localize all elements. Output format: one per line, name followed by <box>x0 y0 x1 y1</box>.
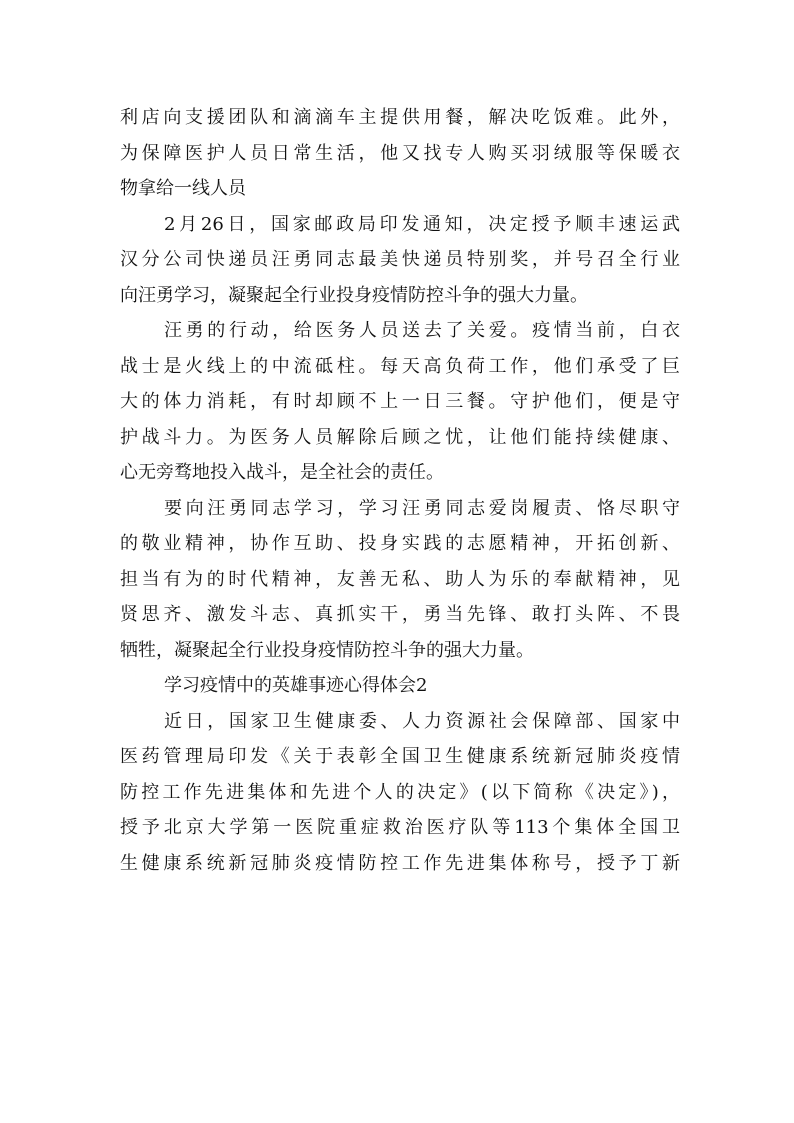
text-line: 生健康系统新冠肺炎疫情防控工作先进集体称号，授予丁新 <box>120 852 680 874</box>
text-line: 的敬业精神，协作互助、投身实践的志愿精神，开拓创新、 <box>120 533 680 554</box>
text-line: 战士是火线上的中流砥柱。每天高负荷工作，他们承受了巨 <box>120 355 680 377</box>
text-line: 授予北京大学第一医院重症救治医疗队等113个集体全国卫 <box>120 817 680 838</box>
text-line: 心无旁骛地投入战斗，是全社会的责任。 <box>120 462 444 483</box>
text-line: 贤思齐、激发斗志、真抓实干，勇当先锋、敢打头阵、不畏 <box>120 604 680 625</box>
text-line: 向汪勇学习，凝聚起全行业投身疫情防控斗争的强大力量。 <box>120 284 588 306</box>
text-line: 物拿给一线人员 <box>120 178 246 199</box>
text-line: 要向汪勇同志学习，学习汪勇同志爱岗履责、恪尽职守 <box>164 497 680 519</box>
text-line: 2月26日，国家邮政局印发通知，决定授予顺丰速运武 <box>164 213 680 235</box>
text-line: 利店向支援团队和滴滴车主提供用餐，解决吃饭难。此外， <box>120 107 680 128</box>
text-line: 近日，国家卫生健康委、人力资源社会保障部、国家中 <box>164 710 680 732</box>
text-line: 汪勇的行动，给医务人员送去了关爱。疫情当前，白衣 <box>164 320 680 341</box>
text-line: 牺牲，凝聚起全行业投身疫情防控斗争的强大力量。 <box>120 639 534 661</box>
text-line: 担当有为的时代精神，友善无私、助人为乐的奉献精神，见 <box>120 568 680 590</box>
text-line: 护战斗力。为医务人员解除后顾之忧，让他们能持续健康、 <box>120 426 680 448</box>
text-line: 为保障医护人员日常生活，他又找专人购买羽绒服等保暖衣 <box>120 142 680 164</box>
text-line: 汉分公司快递员汪勇同志最美快递员特别奖，并号召全行业 <box>120 249 680 270</box>
text-line: 学习疫情中的英雄事迹心得体会2 <box>164 675 428 696</box>
text-line: 医药管理局印发《关于表彰全国卫生健康系统新冠肺炎疫情 <box>120 746 680 767</box>
text-line: 大的体力消耗，有时却顾不上一日三餐。守护他们，便是守 <box>120 391 680 412</box>
body-text <box>120 100 680 881</box>
text-line: 防控工作先进集体和先进个人的决定》(以下简称《决定》)， <box>120 781 680 803</box>
